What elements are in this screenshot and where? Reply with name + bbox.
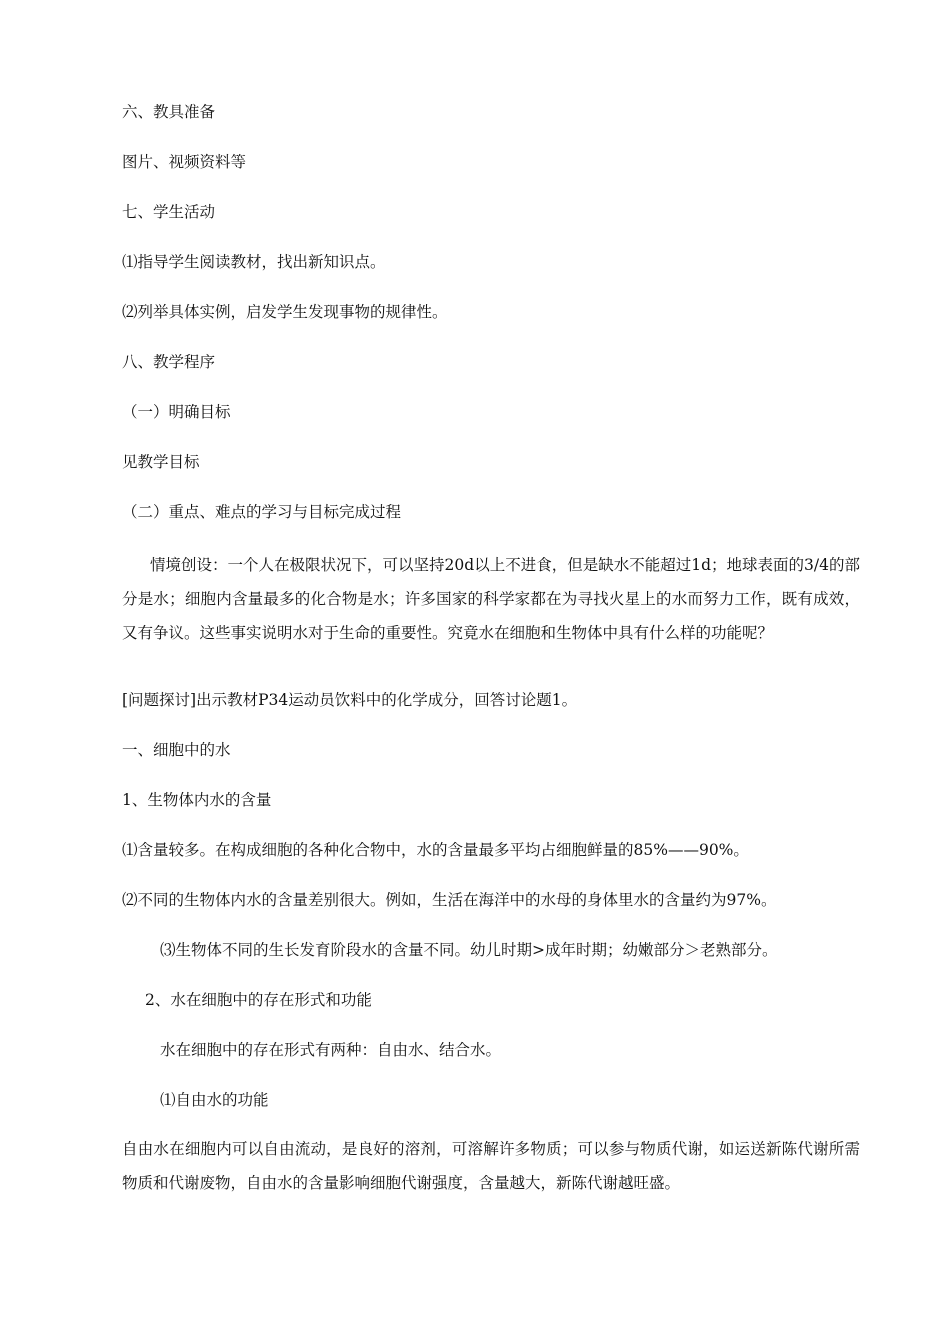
part-1-heading: 一、细胞中的水 — [122, 741, 231, 759]
point-2-heading: 2、水在细胞中的存在形式和功能 — [145, 991, 372, 1009]
point-1-heading: 1、生物体内水的含量 — [122, 791, 272, 809]
scenario-text: 情境创设：一个人在极限状况下，可以坚持20d以上不进食，但是缺水不能超过1d；地球表面的3/4的部分是水；细胞内含量最多的化合物是水；许多国家的科学家都在为寻找火星上的水而努力工作，既有成效，又有争议。这些事实说明水对于生命的重要性。究竟水在细胞和生物体中具有什么样的功能呢？ — [122, 556, 860, 642]
section-7-heading: 七、学生活动 — [122, 203, 216, 221]
section-6-body: 图片、视频资料等 — [122, 153, 247, 171]
point-1-item-b: ⑵不同的生物体内水的含量差别很大。例如，生活在海洋中的水母的身体里水的含量约为97%。 — [122, 891, 777, 909]
subsection-1-heading: （一）明确目标 — [122, 403, 231, 421]
point-1-item-a: ⑴含量较多。在构成细胞的各种化合物中，水的含量最多平均占细胞鲜量的85%——90%。 — [122, 841, 749, 859]
free-water-paragraph: 自由水在细胞内可以自由流动，是良好的溶剂，可溶解许多物质；可以参与物质代谢，如运送新陈代谢所需物质和代谢废物，自由水的含量影响细胞代谢强度，含量越大，新陈代谢越旺盛。 — [122, 1140, 860, 1192]
point-1-item-c: ⑶生物体不同的生长发育阶段水的含量不同。幼儿时期>成年时期；幼嫩部分＞老熟部分。 — [160, 941, 778, 959]
student-activity-item-2: ⑵列举具体实例，启发学生发现事物的规律性。 — [122, 303, 448, 321]
subsection-2-heading: （二）重点、难点的学习与目标完成过程 — [122, 503, 402, 521]
scenario-paragraph — [122, 548, 860, 650]
subsection-1-body: 见教学目标 — [122, 453, 200, 471]
free-water-heading: ⑴自由水的功能 — [160, 1091, 269, 1109]
inquiry-paragraph: [问题探讨]出示教材P34运动员饮料中的化学成分，回答讨论题1。 — [122, 691, 578, 709]
student-activity-item-1: ⑴指导学生阅读教材，找出新知识点。 — [122, 253, 386, 271]
section-8-heading: 八、教学程序 — [122, 353, 216, 371]
section-6-heading: 六、教具准备 — [122, 103, 216, 121]
point-2-body: 水在细胞中的存在形式有两种：自由水、结合水。 — [160, 1041, 502, 1059]
